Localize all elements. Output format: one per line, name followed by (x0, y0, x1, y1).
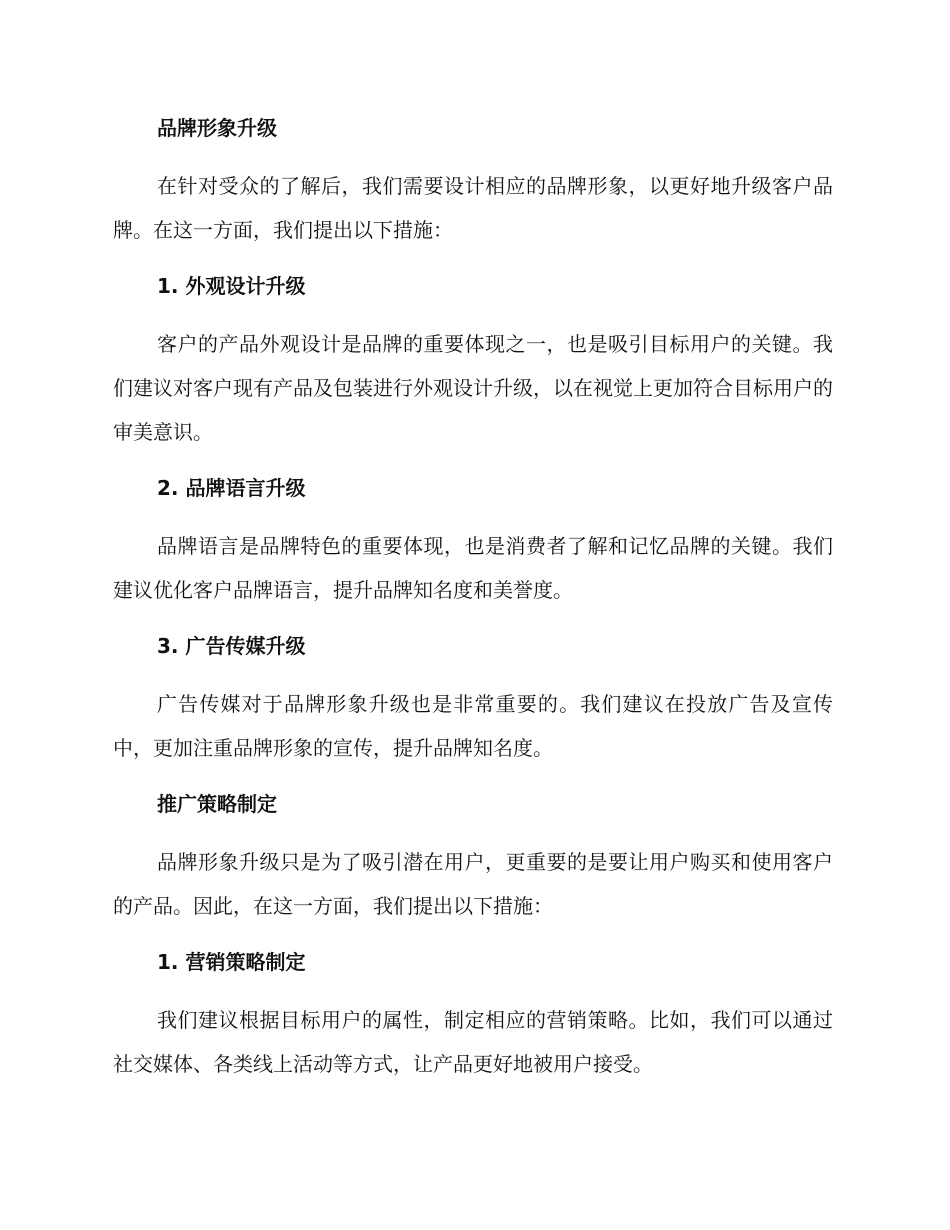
paragraph-advertising-media: 广告传媒对于品牌形象升级也是非常重要的。我们建议在投放广告及宣传中，更加注重品牌形象的宣传，提升品牌知名度。 (113, 692, 833, 760)
subheading-marketing-strategy: 1. 营销策略制定 (157, 950, 306, 974)
paragraph-intro: 在针对受众的了解后，我们需要设计相应的品牌形象，以更好地升级客户品牌。在这一方面，我们提出以下措施： (113, 174, 833, 242)
paragraph-promotion-intro: 品牌形象升级只是为了吸引潜在用户，更重要的是要让用户购买和使用客户的产品。因此，在这一方面，我们提出以下措施： (113, 850, 833, 918)
paragraph-marketing-strategy: 我们建议根据目标用户的属性，制定相应的营销策略。比如，我们可以通过社交媒体、各类线上活动等方式，让产品更好地被用户接受。 (113, 1008, 833, 1076)
section-heading-promotion-strategy: 推广策略制定 (157, 792, 277, 816)
subheading-brand-language: 2. 品牌语言升级 (157, 476, 306, 500)
paragraph-brand-language: 品牌语言是品牌特色的重要体现，也是消费者了解和记忆品牌的关键。我们建议优化客户品牌语言，提升品牌知名度和美誉度。 (113, 534, 833, 602)
paragraph-appearance-design: 客户的产品外观设计是品牌的重要体现之一，也是吸引目标用户的关键。我们建议对客户现有产品及包装进行外观设计升级，以在视觉上更加符合目标用户的审美意识。 (113, 332, 833, 444)
document-page (113, 108, 833, 1086)
section-heading-brand-image: 品牌形象升级 (157, 116, 277, 140)
subheading-appearance-design: 1. 外观设计升级 (157, 274, 306, 298)
subheading-advertising-media: 3. 广告传媒升级 (157, 634, 306, 658)
